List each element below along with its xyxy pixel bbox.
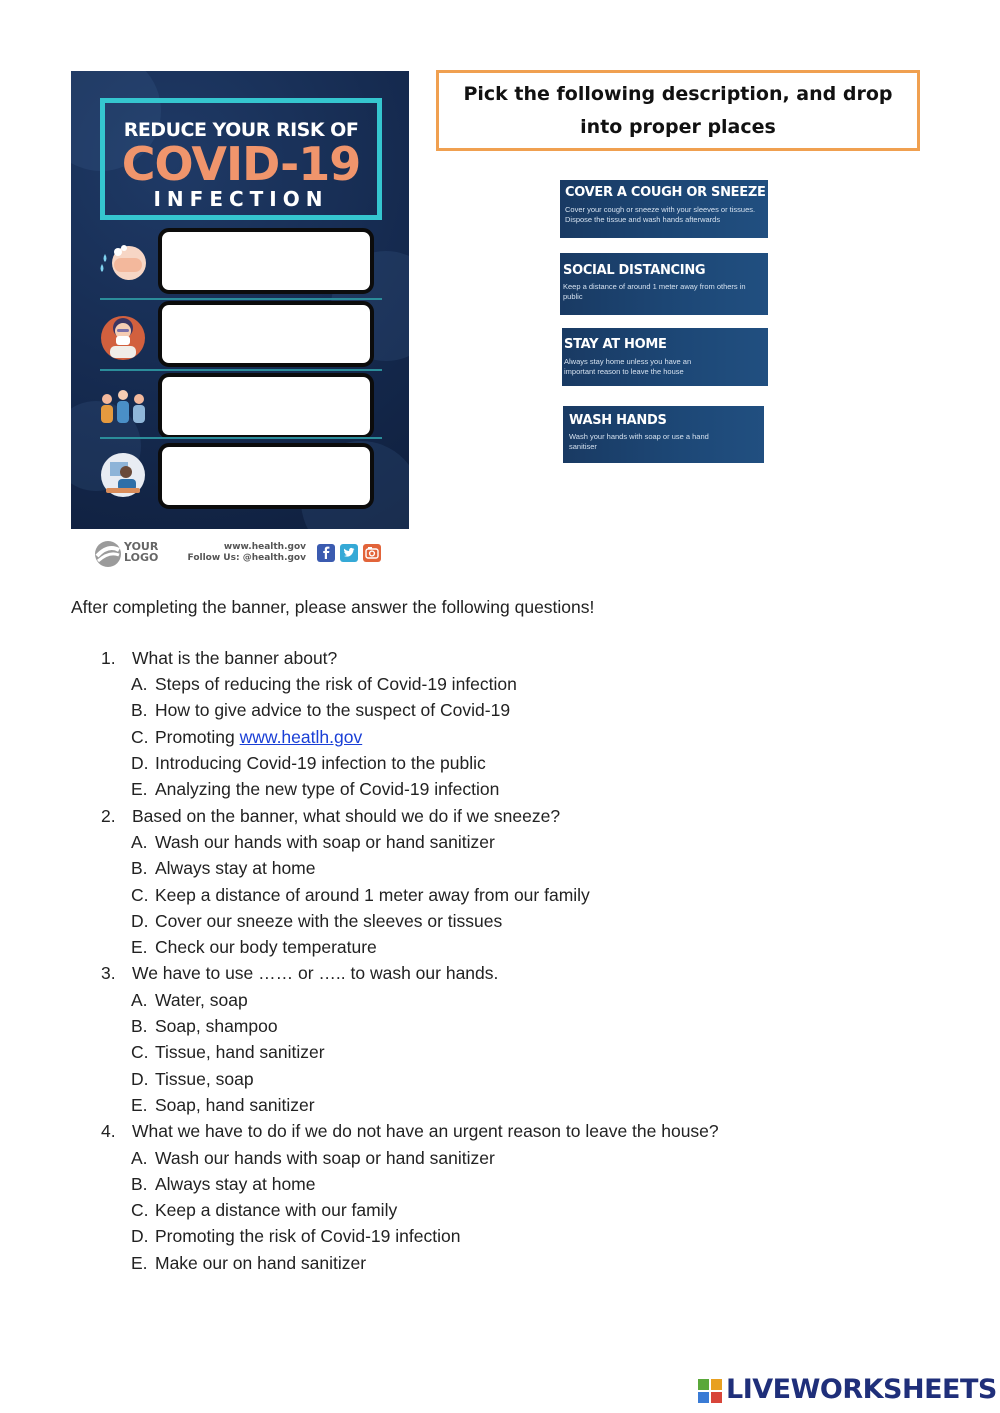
option-text: Soap, shampoo (155, 1016, 278, 1036)
option[interactable] (131, 832, 495, 853)
option[interactable] (131, 700, 510, 721)
poster-website (186, 542, 306, 564)
option-text: Steps of reducing the risk of Covid-19 infection (155, 674, 517, 694)
question-number: 2. (101, 806, 116, 826)
question-text: What we have to do if we do not have an urgent reason to leave the house? (132, 1121, 719, 1141)
card-title: SOCIAL DISTANCING (563, 263, 706, 278)
option-text: Introducing Covid-19 infection to the public (155, 753, 486, 773)
sneezing-person-icon (96, 308, 150, 362)
option-letter: A. (131, 990, 148, 1010)
liveworksheets-logo-icon (698, 1379, 722, 1403)
option-letter: D. (131, 753, 149, 773)
option-letter: C. (131, 1042, 149, 1062)
option[interactable] (131, 1016, 278, 1037)
option[interactable] (131, 727, 362, 748)
drop-zone-4[interactable] (158, 443, 374, 509)
option-text: Always stay at home (155, 1174, 316, 1194)
option-letter: C. (131, 727, 149, 747)
option-letter: B. (131, 1016, 148, 1036)
option-letter: E. (131, 937, 148, 957)
option[interactable] (131, 937, 377, 958)
drop-zone-3[interactable] (158, 373, 374, 439)
option-text: Wash our hands with soap or hand sanitizer (155, 832, 495, 852)
option-text: How to give advice to the suspect of Covid-19 (155, 700, 511, 720)
card-title: COVER A COUGH OR SNEEZE (565, 185, 766, 200)
option[interactable] (131, 779, 499, 800)
question-text: We have to use …… or ….. to wash our hands. (132, 963, 499, 983)
option[interactable] (131, 911, 502, 932)
website-link[interactable]: www.heatlh.gov (239, 727, 363, 747)
option[interactable] (131, 1148, 495, 1169)
poster-title-line2: COVID-19 (121, 137, 361, 191)
question-text: What is the banner about? (132, 648, 338, 668)
question-3 (101, 963, 498, 984)
social-distancing-icon (96, 381, 150, 435)
your-logo-icon (93, 540, 123, 568)
option-text: Always stay at home (155, 858, 316, 878)
option-letter: E. (131, 1095, 148, 1115)
poster-title-line1: REDUCE YOUR RISK OF (123, 119, 359, 141)
instagram-icon (363, 544, 381, 562)
divider (100, 298, 382, 300)
option[interactable] (131, 1174, 315, 1195)
card-description: Cover your cough or sneeze with your sleeves or tissues. Dispose the tissue and wash hands afterwards (565, 205, 756, 224)
option[interactable] (131, 1069, 254, 1090)
option[interactable] (131, 1095, 315, 1116)
question-number: 3. (101, 963, 116, 983)
option-text: Promoting the risk of Covid-19 infection (155, 1226, 461, 1246)
drop-zone-1[interactable] (158, 228, 374, 294)
option-letter: C. (131, 1200, 149, 1220)
option[interactable] (131, 1226, 460, 1247)
option[interactable] (131, 858, 315, 879)
card-description: Keep a distance of around 1 meter away from others in public (563, 282, 746, 301)
card-title: WASH HANDS (569, 413, 667, 428)
option-letter: E. (131, 1253, 148, 1273)
divider (100, 437, 382, 439)
covid-poster (71, 71, 409, 529)
option[interactable] (131, 885, 590, 906)
card-description: Wash your hands with soap or use a hand sanitiser (569, 432, 709, 451)
your-logo-text: YOUR LOGO (124, 540, 159, 564)
option[interactable] (131, 1253, 366, 1274)
draggable-card-cover-cough[interactable] (560, 180, 768, 238)
option-letter: D. (131, 911, 149, 931)
option[interactable] (131, 753, 486, 774)
card-title: STAY AT HOME (564, 337, 667, 352)
poster-title-line3: INFECTION (153, 187, 329, 211)
facebook-icon (317, 544, 335, 562)
option-text: Water, soap (155, 990, 248, 1010)
option-text: Soap, hand sanitizer (155, 1095, 315, 1115)
follow-us-text: Follow Us: @health.gov (187, 553, 306, 563)
question-2 (101, 806, 560, 827)
liveworksheets-brand: LIVEWORKSHEETS (726, 1374, 997, 1405)
stay-home-icon (96, 448, 150, 502)
question-1 (101, 648, 337, 669)
option[interactable] (131, 1042, 325, 1063)
option-letter: A. (131, 1148, 148, 1168)
option-text: Wash our hands with soap or hand sanitizer (155, 1148, 495, 1168)
option-letter: C. (131, 885, 149, 905)
option-text: Tissue, hand sanitizer (155, 1042, 325, 1062)
option-letter: D. (131, 1069, 149, 1089)
option-text: Cover our sneeze with the sleeves or tissues (155, 911, 503, 931)
option-text: Analyzing the new type of Covid-19 infection (155, 779, 500, 799)
draggable-card-stay-at-home[interactable] (562, 328, 768, 386)
option-text: Keep a distance of around 1 meter away from our family (155, 885, 590, 905)
option-letter: A. (131, 674, 148, 694)
option-letter: E. (131, 779, 148, 799)
drop-zone-2[interactable] (158, 301, 374, 367)
option-text: Tissue, soap (155, 1069, 254, 1089)
question-number: 4. (101, 1121, 116, 1141)
option-letter: D. (131, 1226, 149, 1246)
option[interactable] (131, 990, 248, 1011)
option-text: Check our body temperature (155, 937, 377, 957)
twitter-icon (340, 544, 358, 562)
instruction-box (436, 70, 920, 151)
draggable-card-social-distancing[interactable] (560, 253, 768, 315)
card-description: Always stay home unless you have an important reason to leave the house (564, 357, 692, 376)
instruction-text: Pick the following description, and drop into proper places (463, 82, 893, 138)
option-letter: A. (131, 832, 148, 852)
hand-washing-icon (96, 236, 150, 290)
option-text: Promoting (155, 727, 240, 747)
option-letter: B. (131, 700, 148, 720)
website-text: www.health.gov (223, 542, 306, 552)
question-text: Based on the banner, what should we do if we sneeze? (132, 806, 561, 826)
question-number: 1. (101, 648, 116, 668)
questions-intro: After completing the banner, please answer the following questions! (71, 597, 595, 617)
option-text: Keep a distance with our family (155, 1200, 398, 1220)
option-letter: B. (131, 1174, 148, 1194)
divider (100, 369, 382, 371)
option-letter: B. (131, 858, 148, 878)
draggable-card-wash-hands[interactable] (563, 406, 764, 463)
option[interactable] (131, 1200, 397, 1221)
question-4 (101, 1121, 719, 1142)
poster-title-box (100, 98, 382, 220)
option[interactable] (131, 674, 517, 695)
option-text: Make our on hand sanitizer (155, 1253, 367, 1273)
